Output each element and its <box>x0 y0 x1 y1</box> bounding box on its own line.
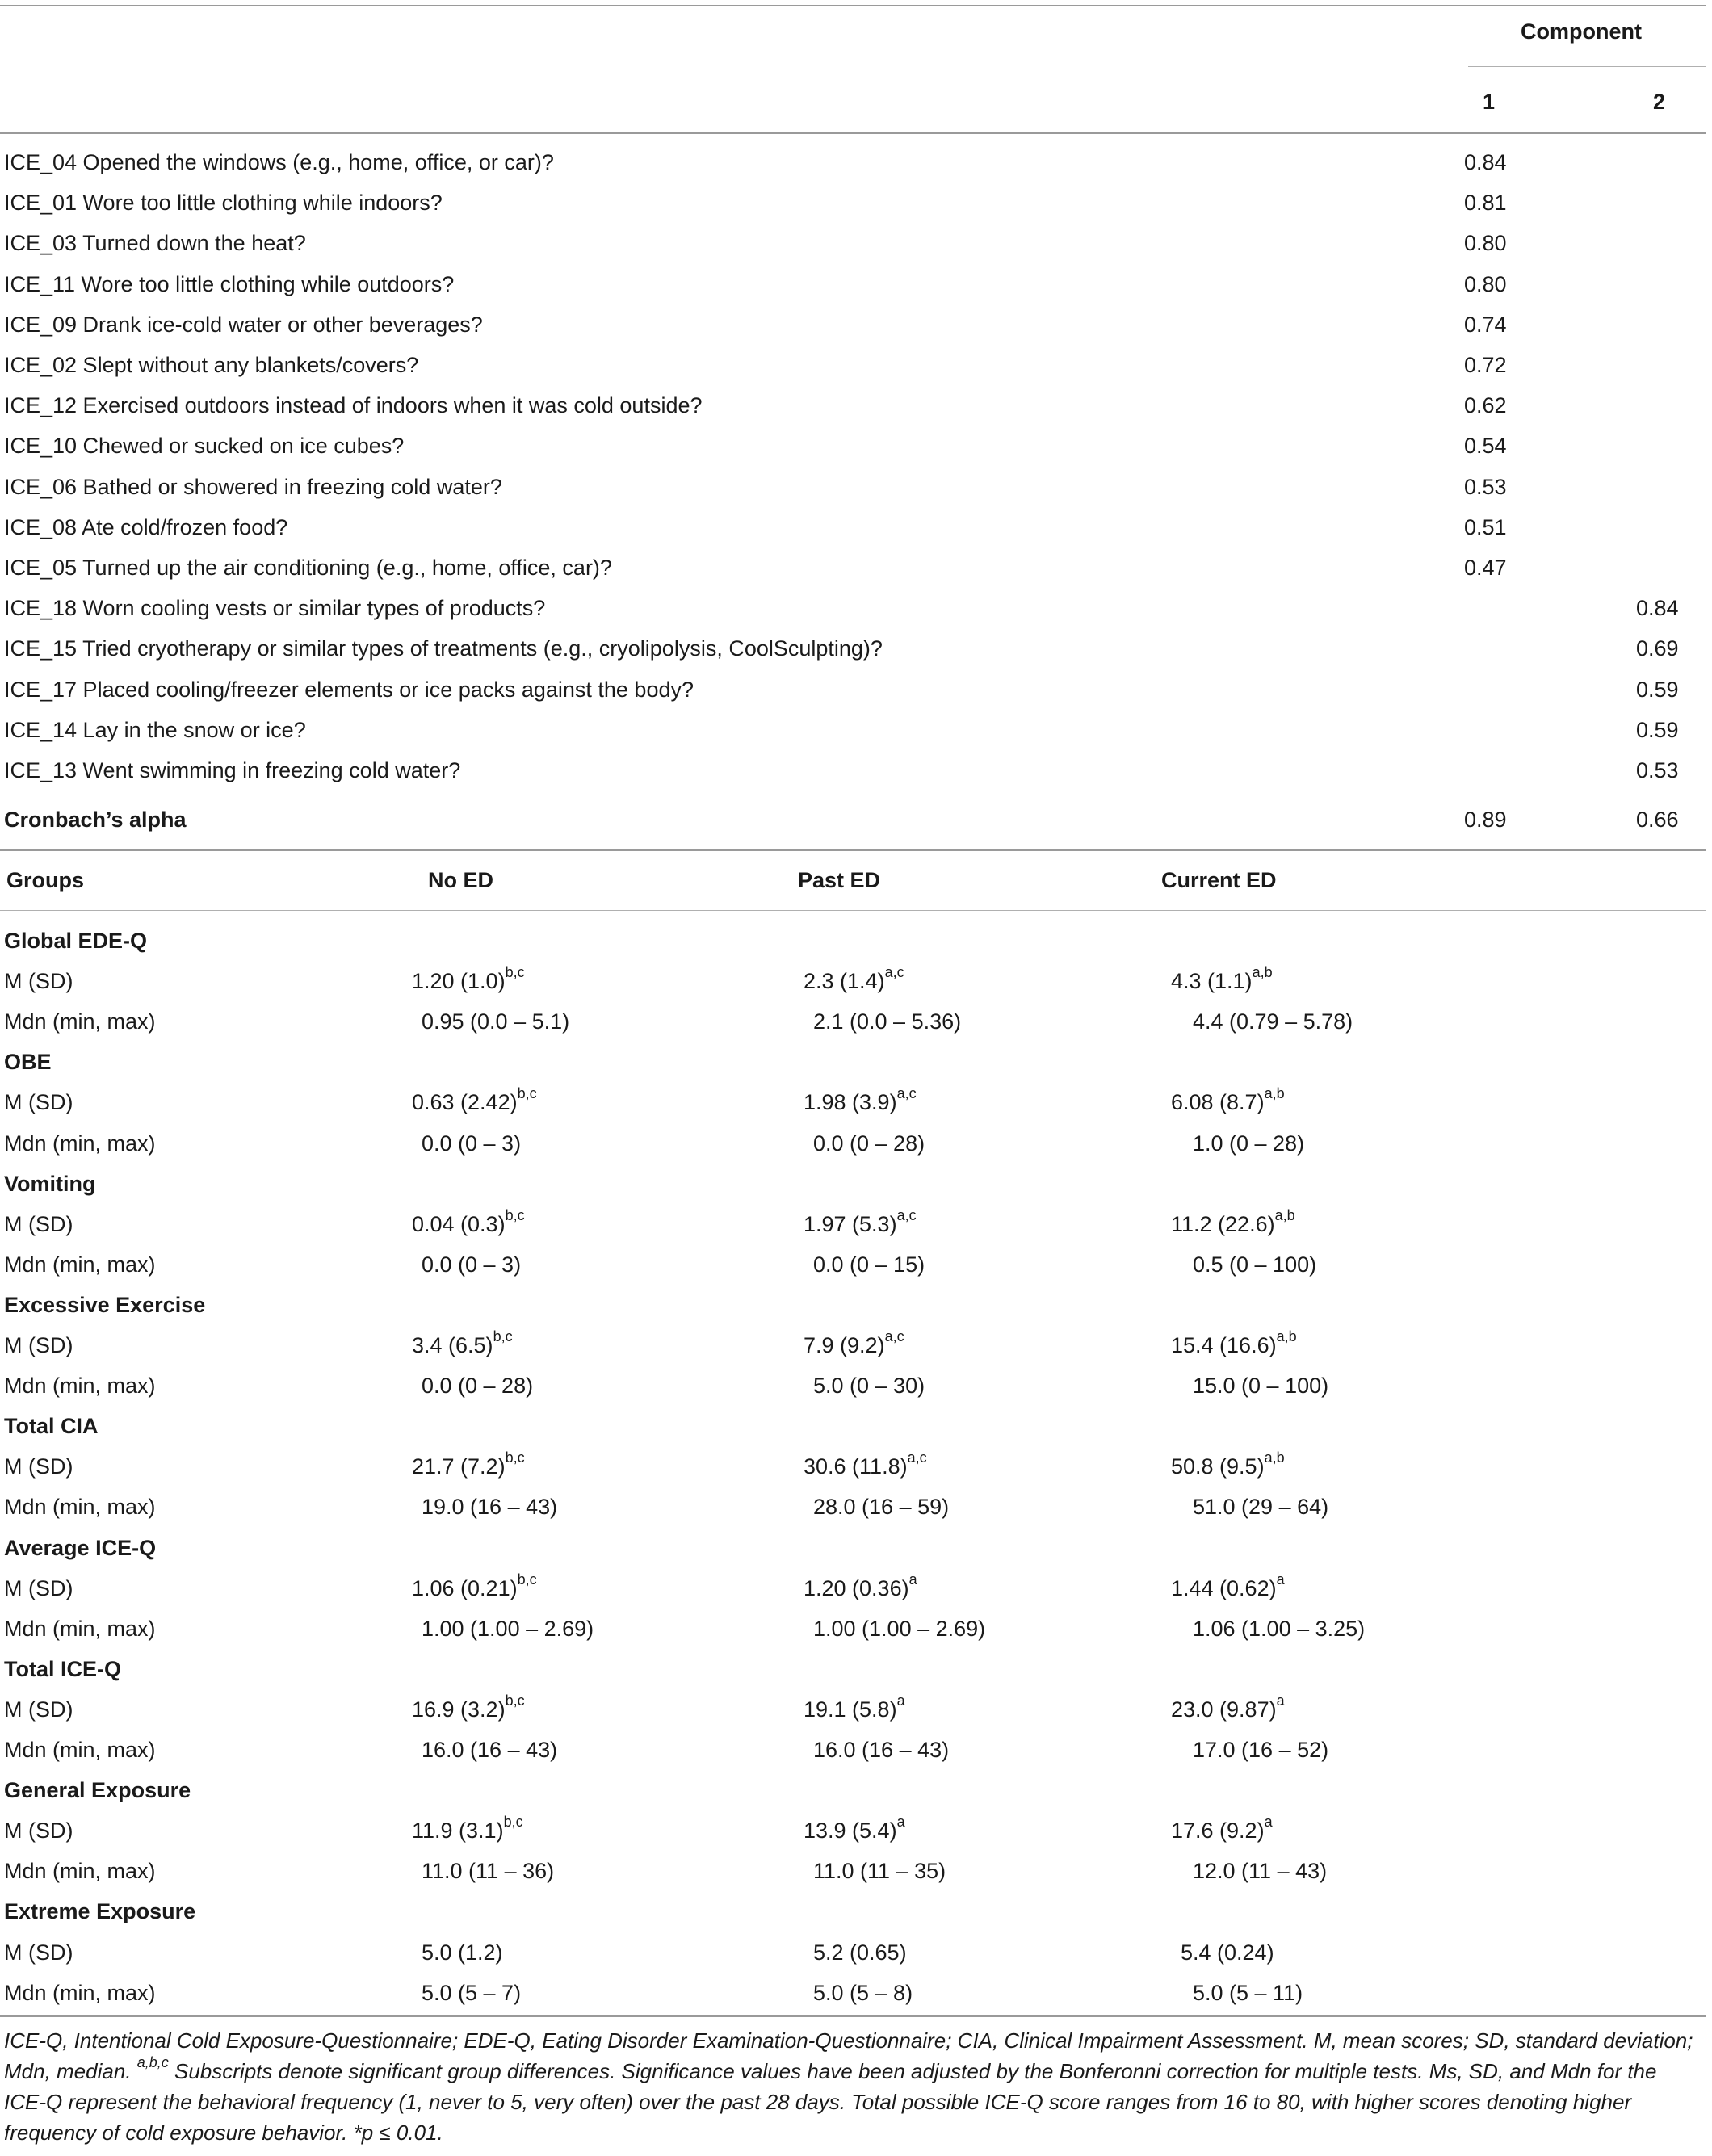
loading-row <box>0 750 1706 791</box>
mean-value: 3.4 (6.5) <box>412 1333 493 1357</box>
median-row <box>0 1001 1706 1042</box>
component-col-1-header: 1 <box>1483 90 1496 114</box>
significance-superscript: a <box>1264 1814 1273 1831</box>
group-name: Extreme Exposure <box>4 1899 196 1924</box>
table-footnote <box>4 2025 1704 2148</box>
component-header: Component <box>1521 19 1642 44</box>
mean-row <box>0 1204 1706 1244</box>
mean-value: 1.06 (0.21) <box>412 1575 518 1600</box>
footnote-part2: Subscripts denote significant group differences. Significance values have been adjusted by the Bonferonni correction for multiple tests. Ms, SD, and Mdn for the ICE-Q represent the behavioral frequency (1, never to 5, very often) over the past 28 days. Total possible ICE-Q score ranges from 16 to 80, with higher scores denoting higher frequency of cold exposure behavior. *p ≤ 0.01. <box>4 2059 1657 2145</box>
median-cell: 0.0 (0 – 28) <box>422 1374 534 1399</box>
significance-superscript: a,c <box>884 1328 904 1344</box>
table2-top-rule <box>0 849 1706 851</box>
group-row <box>0 1285 1706 1325</box>
median-row <box>0 1851 1706 1891</box>
median-cell: 0.5 (0 – 100) <box>1193 1252 1317 1277</box>
significance-superscript: a <box>1276 1571 1285 1588</box>
component-underline <box>1468 66 1706 67</box>
mean-cell <box>412 1325 513 1365</box>
loading-row <box>0 426 1706 466</box>
loading-c1: 0.53 <box>1464 474 1507 499</box>
median-cell: 28.0 (16 – 59) <box>813 1495 950 1520</box>
mean-cell <box>412 1568 537 1609</box>
loading-c1: 0.51 <box>1464 514 1507 539</box>
group-row <box>0 921 1706 961</box>
significance-superscript: a,b <box>1264 1449 1285 1466</box>
mean-label: M (SD) <box>4 1211 73 1236</box>
significance-superscript: a,c <box>896 1206 917 1223</box>
group-row <box>0 1042 1706 1082</box>
significance-superscript: a <box>1276 1692 1285 1709</box>
mean-cell <box>1171 1325 1297 1365</box>
median-label: Mdn (min, max) <box>4 1738 156 1762</box>
loading-c1: 0.81 <box>1464 191 1507 216</box>
mean-row <box>0 1446 1706 1487</box>
mean-value: 1.20 (0.36) <box>804 1575 909 1600</box>
median-label: Mdn (min, max) <box>4 1616 156 1641</box>
item-label: ICE_12 Exercised outdoors instead of indoors when it was cold outside? <box>4 393 703 418</box>
group-name: Global EDE-Q <box>4 929 148 953</box>
loading-row <box>0 669 1706 710</box>
mean-value: 30.6 (11.8) <box>804 1454 908 1479</box>
mean-value: 50.8 (9.5) <box>1171 1454 1265 1479</box>
item-label: ICE_09 Drank ice-cold water or other beverages? <box>4 312 483 337</box>
significance-superscript: a,b <box>1274 1206 1295 1223</box>
group-row <box>0 1164 1706 1204</box>
mean-value: 13.9 (5.4) <box>804 1818 897 1844</box>
item-label: ICE_02 Slept without any blankets/covers? <box>4 353 419 377</box>
median-cell: 5.0 (5 – 8) <box>813 1980 913 2005</box>
median-cell: 0.0 (0 – 3) <box>422 1130 522 1156</box>
loading-row <box>0 142 1706 182</box>
group-row <box>0 1528 1706 1568</box>
loading-row <box>0 223 1706 263</box>
table2-header-rule <box>0 910 1706 911</box>
item-label: ICE_14 Lay in the snow or ice? <box>4 717 306 742</box>
significance-superscript: a <box>908 1571 917 1588</box>
loading-c1: 0.74 <box>1464 312 1507 337</box>
mean-cell <box>1171 1568 1285 1609</box>
loading-row <box>0 385 1706 426</box>
significance-superscript: a,b <box>1276 1328 1297 1344</box>
group-name: OBE <box>4 1050 52 1075</box>
median-cell: 5.0 (5 – 7) <box>422 1980 522 2005</box>
table-bottom-rule <box>0 2015 1706 2017</box>
significance-superscript: b,c <box>505 1449 525 1466</box>
mean-row <box>0 1689 1706 1730</box>
median-row <box>0 1244 1706 1285</box>
mean-value: 7.9 (9.2) <box>804 1333 885 1357</box>
mean-value: 11.2 (22.6) <box>1171 1211 1275 1236</box>
mean-cell <box>412 1689 525 1730</box>
significance-superscript: a,b <box>1252 964 1273 981</box>
loading-row <box>0 264 1706 304</box>
header-past-ed: Past ED <box>798 868 881 892</box>
median-cell: 11.0 (11 – 35) <box>813 1859 946 1884</box>
median-label: Mdn (min, max) <box>4 1495 156 1520</box>
header-groups: Groups <box>6 868 85 892</box>
mean-value: 4.3 (1.1) <box>1171 969 1253 994</box>
loading-row <box>0 628 1706 669</box>
median-cell: 17.0 (16 – 52) <box>1193 1738 1329 1762</box>
median-cell: 51.0 (29 – 64) <box>1193 1495 1329 1520</box>
table2-header-row <box>0 860 1706 900</box>
group-name: General Exposure <box>4 1778 191 1803</box>
mean-cell <box>804 1204 917 1244</box>
group-name: Total ICE-Q <box>4 1656 121 1681</box>
cronbach-c1: 0.89 <box>1464 807 1507 832</box>
median-cell: 15.0 (0 – 100) <box>1193 1374 1329 1399</box>
item-label: ICE_11 Wore too little clothing while outdoors? <box>4 271 455 296</box>
mean-value: 19.1 (5.8) <box>804 1697 897 1722</box>
mean-cell <box>1181 1932 1274 1973</box>
loading-c1: 0.84 <box>1464 150 1507 174</box>
mean-row <box>0 961 1706 1001</box>
cronbach-label: Cronbach’s alpha <box>4 807 187 832</box>
median-cell: 1.06 (1.00 – 3.25) <box>1193 1616 1366 1641</box>
loading-c1: 0.72 <box>1464 353 1507 377</box>
mean-cell <box>804 1689 905 1730</box>
header-current-ed: Current ED <box>1161 868 1277 892</box>
mean-cell <box>412 1446 525 1487</box>
mean-cell <box>412 1082 537 1122</box>
loading-c1: 0.47 <box>1464 556 1507 580</box>
mean-row <box>0 1932 1706 1973</box>
mean-label: M (SD) <box>4 1818 73 1844</box>
group-name: Average ICE-Q <box>4 1535 157 1560</box>
mean-cell <box>1171 1204 1295 1244</box>
median-row <box>0 1609 1706 1649</box>
mean-value: 23.0 (9.87) <box>1171 1697 1277 1722</box>
item-label: ICE_13 Went swimming in freezing cold water? <box>4 758 461 782</box>
significance-superscript: b,c <box>503 1814 523 1831</box>
median-row <box>0 1123 1706 1164</box>
mean-cell <box>1171 1810 1273 1851</box>
item-label: ICE_03 Turned down the heat? <box>4 231 306 256</box>
median-cell: 0.0 (0 – 15) <box>813 1252 925 1277</box>
footnote-part1: ICE-Q, Intentional Cold Exposure-Questionnaire; EDE-Q, Eating Disorder Examination-Questionnaire; CIA, Clinical Impairment Assessment. M, mean scores; SD, standard deviation; Mdn, median. <box>4 2028 1693 2083</box>
mean-cell <box>1171 1446 1285 1487</box>
header-rule <box>0 132 1706 134</box>
median-label: Mdn (min, max) <box>4 1009 156 1034</box>
mean-cell <box>1171 1689 1285 1730</box>
mean-value: 2.3 (1.4) <box>804 969 885 994</box>
table-top-rule <box>0 5 1706 6</box>
mean-value: 1.98 (3.9) <box>804 1090 897 1115</box>
median-row <box>0 1973 1706 2013</box>
significance-superscript: a,c <box>884 964 904 981</box>
item-label: ICE_15 Tried cryotherapy or similar types of treatments (e.g., cryolipolysis, CoolSculpting)? <box>4 636 883 661</box>
median-row <box>0 1365 1706 1406</box>
median-cell: 12.0 (11 – 43) <box>1193 1859 1328 1884</box>
significance-superscript: a,b <box>1264 1085 1285 1102</box>
mean-value: 5.0 (1.2) <box>422 1940 503 1965</box>
mean-label: M (SD) <box>4 1090 73 1115</box>
mean-row <box>0 1810 1706 1851</box>
significance-superscript: a,c <box>907 1449 927 1466</box>
median-cell: 0.95 (0.0 – 5.1) <box>422 1009 570 1034</box>
mean-cell <box>804 1082 917 1122</box>
mean-cell <box>804 1325 904 1365</box>
median-label: Mdn (min, max) <box>4 1374 156 1399</box>
loading-row <box>0 345 1706 385</box>
mean-label: M (SD) <box>4 1940 73 1965</box>
mean-value: 11.9 (3.1) <box>412 1818 504 1844</box>
median-cell: 0.0 (0 – 28) <box>813 1130 925 1156</box>
mean-value: 21.7 (7.2) <box>412 1454 506 1479</box>
mean-value: 16.9 (3.2) <box>412 1697 506 1722</box>
mean-value: 0.04 (0.3) <box>412 1211 506 1236</box>
mean-label: M (SD) <box>4 1454 73 1479</box>
mean-cell <box>412 1204 525 1244</box>
median-row <box>0 1730 1706 1770</box>
loading-c1: 0.80 <box>1464 231 1507 256</box>
group-name: Vomiting <box>4 1171 96 1196</box>
median-cell: 2.1 (0.0 – 5.36) <box>813 1009 962 1034</box>
loading-c2: 0.53 <box>1636 758 1679 782</box>
group-name: Excessive Exercise <box>4 1292 206 1317</box>
item-label: ICE_18 Worn cooling vests or similar types of products? <box>4 596 546 621</box>
mean-cell <box>804 1810 905 1851</box>
mean-cell <box>1171 1082 1285 1122</box>
loading-c2: 0.59 <box>1636 677 1679 702</box>
mean-row <box>0 1325 1706 1365</box>
mean-value: 1.97 (5.3) <box>804 1211 897 1236</box>
mean-label: M (SD) <box>4 1697 73 1722</box>
item-label: ICE_08 Ate cold/frozen food? <box>4 514 288 539</box>
mean-value: 17.6 (9.2) <box>1171 1818 1265 1844</box>
median-cell: 0.0 (0 – 3) <box>422 1252 522 1277</box>
significance-superscript: b,c <box>517 1571 537 1588</box>
mean-cell <box>813 1932 907 1973</box>
median-cell: 5.0 (5 – 11) <box>1193 1980 1303 2005</box>
median-cell: 1.00 (1.00 – 2.69) <box>422 1616 594 1641</box>
mean-value: 6.08 (8.7) <box>1171 1090 1265 1115</box>
median-cell: 16.0 (16 – 43) <box>422 1738 558 1762</box>
group-row <box>0 1406 1706 1446</box>
median-cell: 11.0 (11 – 36) <box>422 1859 555 1884</box>
median-label: Mdn (min, max) <box>4 1859 156 1884</box>
header-no-ed: No ED <box>428 868 493 892</box>
mean-value: 0.63 (2.42) <box>412 1090 518 1115</box>
loading-c1: 0.80 <box>1464 271 1507 296</box>
median-label: Mdn (min, max) <box>4 1252 156 1277</box>
group-row <box>0 1770 1706 1810</box>
loading-c2: 0.59 <box>1636 717 1679 742</box>
item-label: ICE_06 Bathed or showered in freezing cold water? <box>4 474 502 499</box>
loading-row <box>0 588 1706 628</box>
item-label: ICE_04 Opened the windows (e.g., home, office, or car)? <box>4 150 554 174</box>
significance-superscript: b,c <box>517 1085 537 1102</box>
cronbach-c2: 0.66 <box>1636 807 1679 832</box>
median-cell: 5.0 (0 – 30) <box>813 1374 925 1399</box>
median-cell: 16.0 (16 – 43) <box>813 1738 950 1762</box>
mean-cell <box>1171 961 1273 1001</box>
mean-row <box>0 1568 1706 1609</box>
item-label: ICE_17 Placed cooling/freezer elements or ice packs against the body? <box>4 677 694 702</box>
mean-cell <box>804 1568 917 1609</box>
mean-value: 5.2 (0.65) <box>813 1940 907 1965</box>
significance-superscript: a,c <box>896 1085 917 1102</box>
group-row <box>0 1649 1706 1689</box>
item-label: ICE_01 Wore too little clothing while indoors? <box>4 191 443 216</box>
loading-c1: 0.54 <box>1464 434 1507 459</box>
significance-superscript: b,c <box>505 964 525 981</box>
loading-row <box>0 547 1706 588</box>
loading-c2: 0.69 <box>1636 636 1679 661</box>
significance-superscript: b,c <box>493 1328 513 1344</box>
significance-superscript: a <box>896 1692 905 1709</box>
significance-superscript: b,c <box>505 1692 525 1709</box>
mean-label: M (SD) <box>4 1333 73 1357</box>
mean-value: 1.44 (0.62) <box>1171 1575 1277 1600</box>
mean-value: 1.20 (1.0) <box>412 969 506 994</box>
loading-c2: 0.84 <box>1636 596 1679 621</box>
median-row <box>0 1487 1706 1527</box>
loading-row <box>0 182 1706 223</box>
loading-row <box>0 507 1706 547</box>
footnote-superscript: a,b,c <box>136 2054 169 2071</box>
mean-label: M (SD) <box>4 969 73 994</box>
significance-superscript: b,c <box>505 1206 525 1223</box>
median-cell: 1.00 (1.00 – 2.69) <box>813 1616 986 1641</box>
mean-value: 15.4 (16.6) <box>1171 1333 1277 1357</box>
median-cell: 4.4 (0.79 – 5.78) <box>1193 1009 1353 1034</box>
item-label: ICE_10 Chewed or sucked on ice cubes? <box>4 434 405 459</box>
loading-row <box>0 710 1706 750</box>
median-cell: 19.0 (16 – 43) <box>422 1495 558 1520</box>
item-label: ICE_05 Turned up the air conditioning (e.g., home, office, car)? <box>4 556 612 580</box>
loading-c1: 0.62 <box>1464 393 1507 418</box>
mean-cell <box>804 961 904 1001</box>
component-col-2-header: 2 <box>1653 90 1666 114</box>
group-name: Total CIA <box>4 1414 99 1439</box>
loading-row <box>0 304 1706 345</box>
mean-cell <box>422 1932 503 1973</box>
median-label: Mdn (min, max) <box>4 1130 156 1156</box>
mean-cell <box>804 1446 927 1487</box>
mean-label: M (SD) <box>4 1575 73 1600</box>
loading-row <box>0 467 1706 507</box>
median-label: Mdn (min, max) <box>4 1980 156 2005</box>
mean-cell <box>412 961 525 1001</box>
mean-cell <box>412 1810 523 1851</box>
median-cell: 1.0 (0 – 28) <box>1193 1130 1305 1156</box>
group-row <box>0 1891 1706 1932</box>
cronbach-row <box>0 799 1706 840</box>
mean-row <box>0 1082 1706 1122</box>
significance-superscript: a <box>896 1814 905 1831</box>
mean-value: 5.4 (0.24) <box>1181 1940 1274 1965</box>
